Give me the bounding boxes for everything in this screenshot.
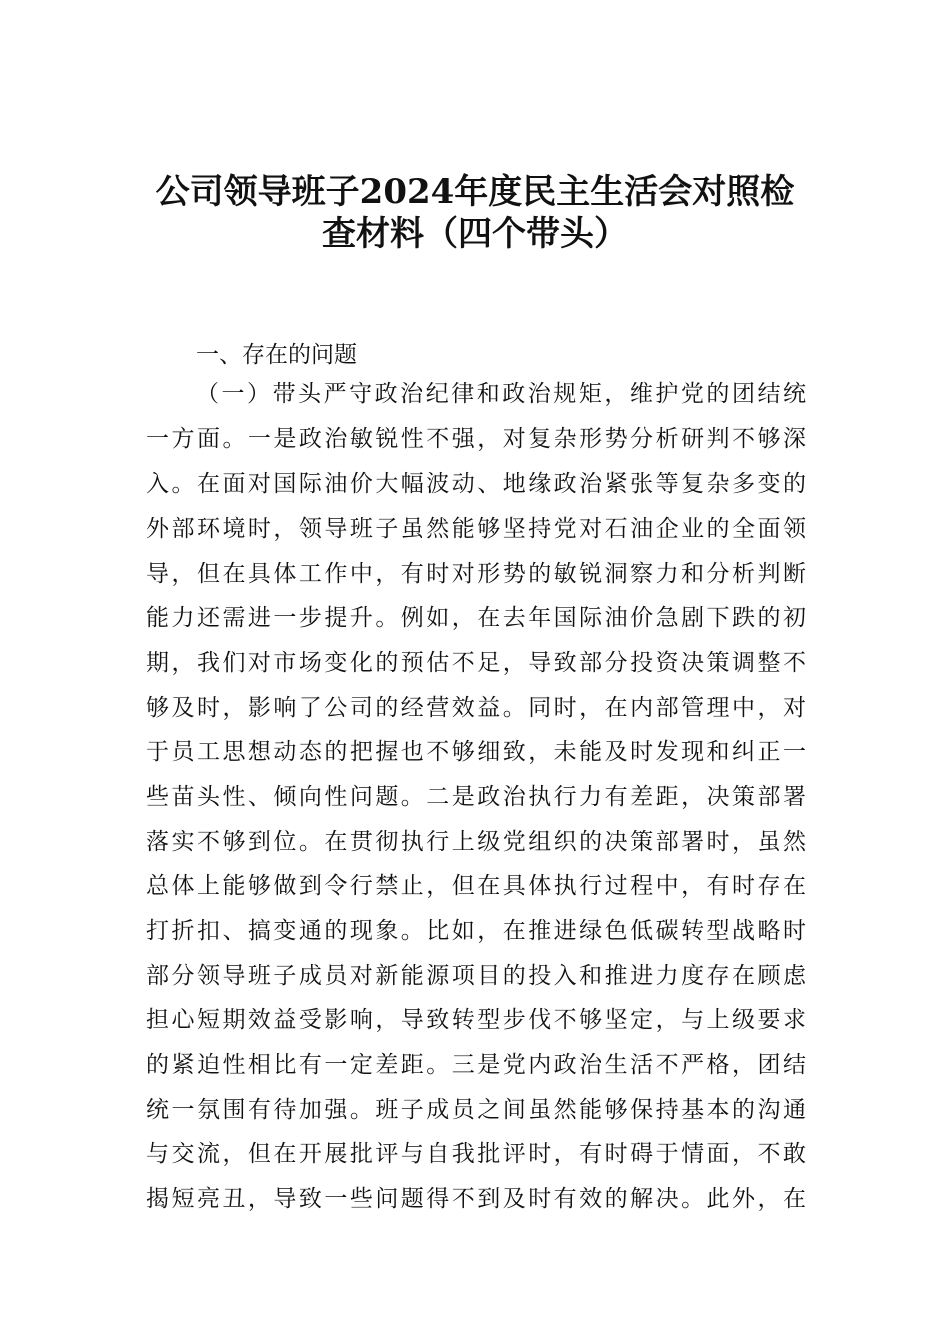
document-title-line-1: 公司领导班子2024年度民主生活会对照检 [155, 172, 795, 212]
paragraph-line: 导，但在具体工作中，有时对形势的敏锐洞察力和分析判断 [146, 561, 806, 587]
paragraph-line: 担心短期效益受影响，导致转型步伐不够坚定，与上级要求 [146, 1007, 806, 1033]
paragraph-line: 总体上能够做到令行禁止，但在具体执行过程中，有时存在 [146, 873, 806, 899]
paragraph-line: 期，我们对市场变化的预估不足，导致部分投资决策调整不 [146, 650, 806, 676]
paragraph-line: 揭短亮丑，导致一些问题得不到及时有效的解决。此外，在 [146, 1186, 806, 1212]
paragraph-line: 入。在面对国际油价大幅波动、地缘政治紧张等复杂多变的 [146, 471, 806, 497]
section-heading: 一、存在的问题 [196, 342, 357, 368]
paragraph-line: （一）带头严守政治纪律和政治规矩，维护党的团结统 [196, 381, 806, 407]
paragraph-line: 于员工思想动态的把握也不够细致，未能及时发现和纠正一 [146, 739, 806, 765]
paragraph-line: 够及时，影响了公司的经营效益。同时，在内部管理中，对 [146, 695, 806, 721]
paragraph-line: 些苗头性、倾向性问题。二是政治执行力有差距，决策部署 [146, 784, 806, 810]
paragraph-line: 部分领导班子成员对新能源项目的投入和推进力度存在顾虑 [146, 963, 806, 989]
paragraph-line: 统一氛围有待加强。班子成员之间虽然能够保持基本的沟通 [146, 1097, 806, 1123]
paragraph-line: 一方面。一是政治敏锐性不强，对复杂形势分析研判不够深 [146, 426, 806, 452]
paragraph-line: 外部环境时，领导班子虽然能够坚持党对石油企业的全面领 [146, 516, 806, 542]
paragraph-line: 落实不够到位。在贯彻执行上级党组织的决策部署时，虽然 [146, 829, 806, 855]
paragraph-line: 能力还需进一步提升。例如，在去年国际油价急剧下跌的初 [146, 605, 806, 631]
paragraph-line: 与交流，但在开展批评与自我批评时，有时碍于情面，不敢 [146, 1141, 806, 1167]
document-title-line-2: 查材料（四个带头） [322, 214, 628, 254]
paragraph-line: 打折扣、搞变通的现象。比如，在推进绿色低碳转型战略时 [146, 918, 806, 944]
paragraph-line: 的紧迫性相比有一定差距。三是党内政治生活不严格，团结 [146, 1052, 806, 1078]
